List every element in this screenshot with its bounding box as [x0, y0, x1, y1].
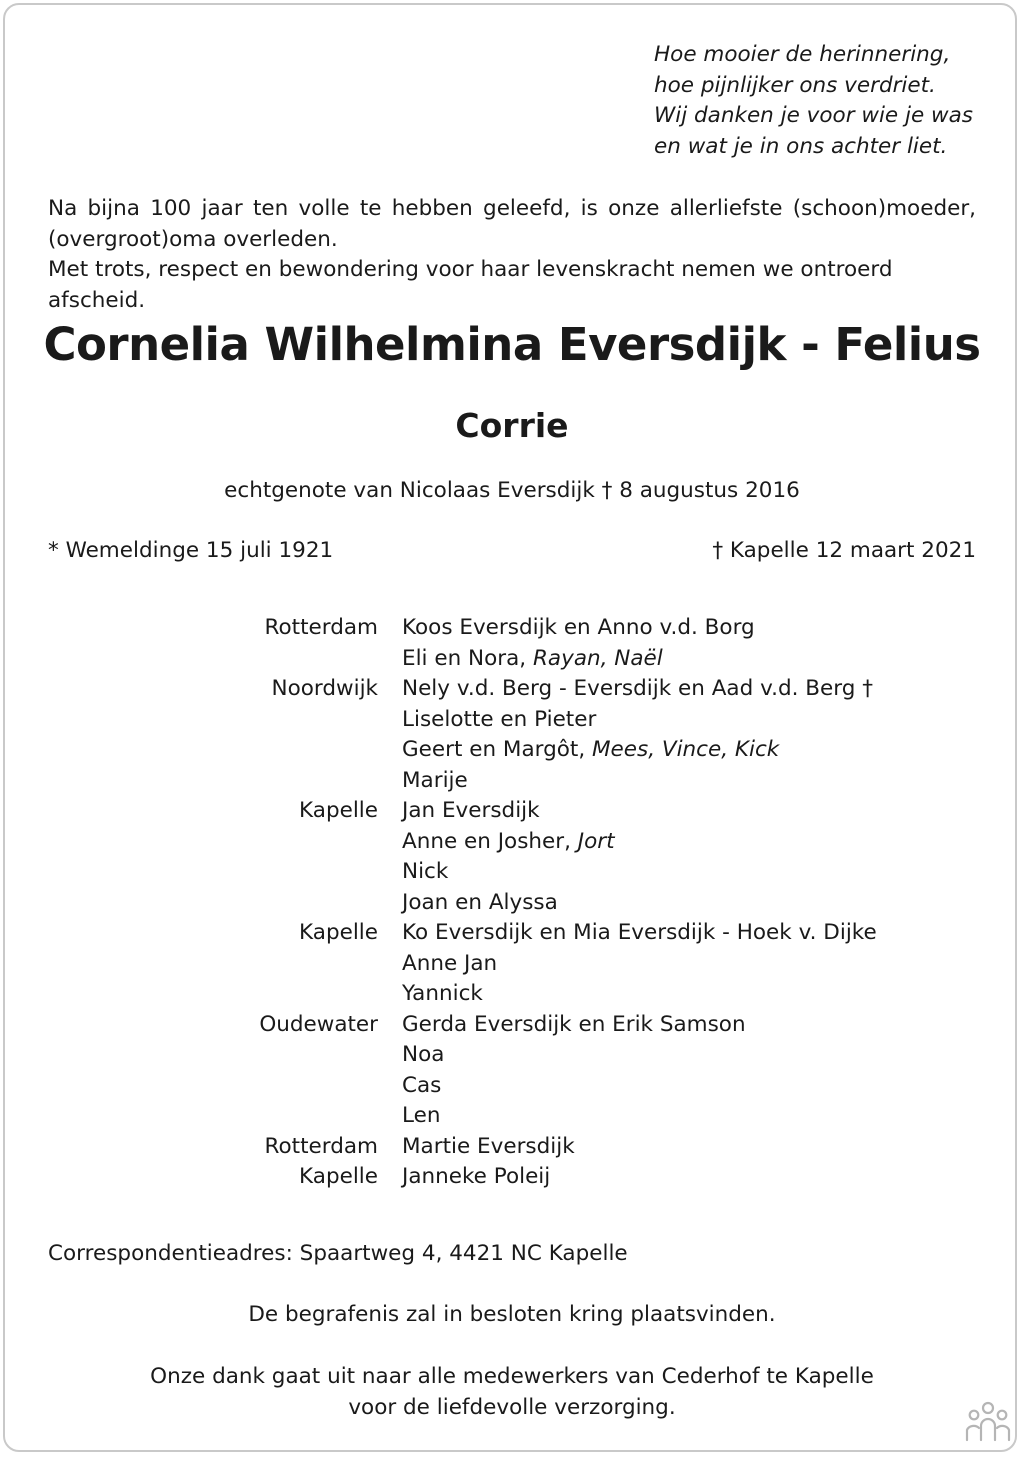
- family-names: [402, 766, 468, 797]
- family-row: [0, 979, 1024, 1010]
- poem-line: Wij danken je voor wie je was: [654, 103, 973, 128]
- family-names: [402, 979, 483, 1010]
- deceased-name: Cornelia Wilhelmina Eversdijk - Felius: [43, 318, 981, 371]
- funeral-note: De begrafenis zal in besloten kring plaatsvinden.: [248, 1302, 776, 1327]
- family-names: [402, 613, 755, 644]
- family-names: [402, 705, 596, 736]
- family-names: [402, 1162, 550, 1193]
- family-row: [0, 1132, 1024, 1163]
- family-names-text: Nely v.d. Berg - Eversdijk en Aad v.d. Berg †: [402, 676, 873, 701]
- family-row: [0, 674, 1024, 705]
- family-place: Kapelle: [299, 798, 378, 823]
- family-names-text: Janneke Poleij: [402, 1164, 551, 1189]
- family-names-text: Anne en Josher,: [402, 828, 578, 854]
- family-place: Rotterdam: [264, 615, 378, 640]
- family-names: [402, 735, 779, 766]
- family-row: [0, 613, 1024, 644]
- deceased-nickname: Corrie: [455, 406, 569, 445]
- family-names-text: Koos Eversdijk en Anno v.d. Borg: [402, 615, 755, 640]
- family-names-text: Cas: [402, 1072, 442, 1098]
- family-names-text: Nick: [402, 859, 449, 884]
- birth-info: * Wemeldinge 15 juli 1921: [48, 538, 334, 563]
- family-grandchildren: Mees, Vince, Kick: [592, 737, 780, 762]
- family-row: [0, 766, 1024, 797]
- family-grandchildren: Rayan, Naël: [532, 645, 663, 671]
- family-place: Oudewater: [259, 1011, 378, 1037]
- family-place: Kapelle: [299, 920, 378, 945]
- family-names: [402, 1101, 440, 1132]
- family-names: [402, 674, 873, 705]
- family-names-text: Anne Jan: [402, 950, 498, 976]
- family-names-text: Joan en Alyssa: [402, 889, 558, 915]
- family-names: [402, 1010, 746, 1041]
- family-row: [0, 644, 1024, 675]
- family-names-text: Marije: [402, 767, 468, 793]
- family-row: [0, 1101, 1024, 1132]
- family-place: Kapelle: [299, 1164, 378, 1189]
- family-names-text: Liselotte en Pieter: [402, 706, 597, 732]
- thanks-line: voor de liefdevolle verzorging.: [348, 1394, 676, 1420]
- family-place: Rotterdam: [264, 1133, 378, 1159]
- family-names-text: Jan Eversdijk: [402, 798, 540, 823]
- family-names: [402, 827, 615, 858]
- people-group-icon: [962, 1400, 1014, 1446]
- family-names: [402, 796, 540, 827]
- family-names-text: Martie Eversdijk: [402, 1133, 575, 1159]
- family-names: [402, 857, 448, 888]
- poem-line: hoe pijnlijker ons verdriet.: [654, 72, 936, 98]
- family-row: [0, 796, 1024, 827]
- death-info: † Kapelle 12 maart 2021: [712, 538, 976, 563]
- family-names: [402, 918, 877, 949]
- poem-line: Hoe mooier de herinnering,: [654, 42, 951, 67]
- intro-line: Met trots, respect en bewondering voor haar levenskracht nemen we ontroerd afscheid.: [48, 257, 893, 313]
- family-row: [0, 705, 1024, 736]
- spouse-line: echtgenote van Nicolaas Eversdijk † 8 augustus 2016: [224, 478, 800, 503]
- family-names: [402, 1071, 441, 1102]
- family-place: Noordwijk: [271, 676, 378, 701]
- family-names-text: Eli en Nora,: [402, 645, 533, 671]
- thanks-note: [0, 1362, 1024, 1423]
- family-names-text: Ko Eversdijk en Mia Eversdijk - Hoek v. Dijke: [402, 920, 877, 945]
- family-row: [0, 1010, 1024, 1041]
- family-names: [402, 644, 663, 675]
- family-names-text: Yannick: [402, 981, 483, 1006]
- family-names: [402, 1132, 575, 1163]
- family-row: [0, 1071, 1024, 1102]
- correspondence-address: Correspondentieadres: Spaartweg 4, 4421 NC Kapelle: [48, 1241, 628, 1266]
- family-names-text: Geert en Margôt,: [402, 737, 592, 762]
- family-row: [0, 888, 1024, 919]
- family-names-text: Len: [402, 1103, 441, 1128]
- intro-text: [48, 194, 976, 316]
- family-row: [0, 918, 1024, 949]
- family-row: [0, 1040, 1024, 1071]
- family-grandchildren: Jort: [577, 828, 615, 854]
- family-row: [0, 857, 1024, 888]
- family-names: [402, 888, 558, 919]
- family-names-text: Noa: [402, 1042, 445, 1067]
- poem-line: en wat je in ons achter liet.: [654, 133, 948, 159]
- intro-line: Na bijna 100 jaar ten volle te hebben geleefd, is onze allerliefste (schoon)moeder,: [48, 196, 976, 221]
- family-row: [0, 949, 1024, 980]
- family-names-text: Gerda Eversdijk en Erik Samson: [402, 1011, 746, 1037]
- family-names: [402, 1040, 444, 1071]
- poem: [654, 40, 973, 162]
- family-row: [0, 1162, 1024, 1193]
- thanks-line: Onze dank gaat uit naar alle medewerkers van Cederhof te Kapelle: [150, 1364, 874, 1389]
- family-names: [402, 949, 497, 980]
- intro-line: (overgroot)oma overleden.: [48, 226, 338, 252]
- family-row: [0, 827, 1024, 858]
- family-row: [0, 735, 1024, 766]
